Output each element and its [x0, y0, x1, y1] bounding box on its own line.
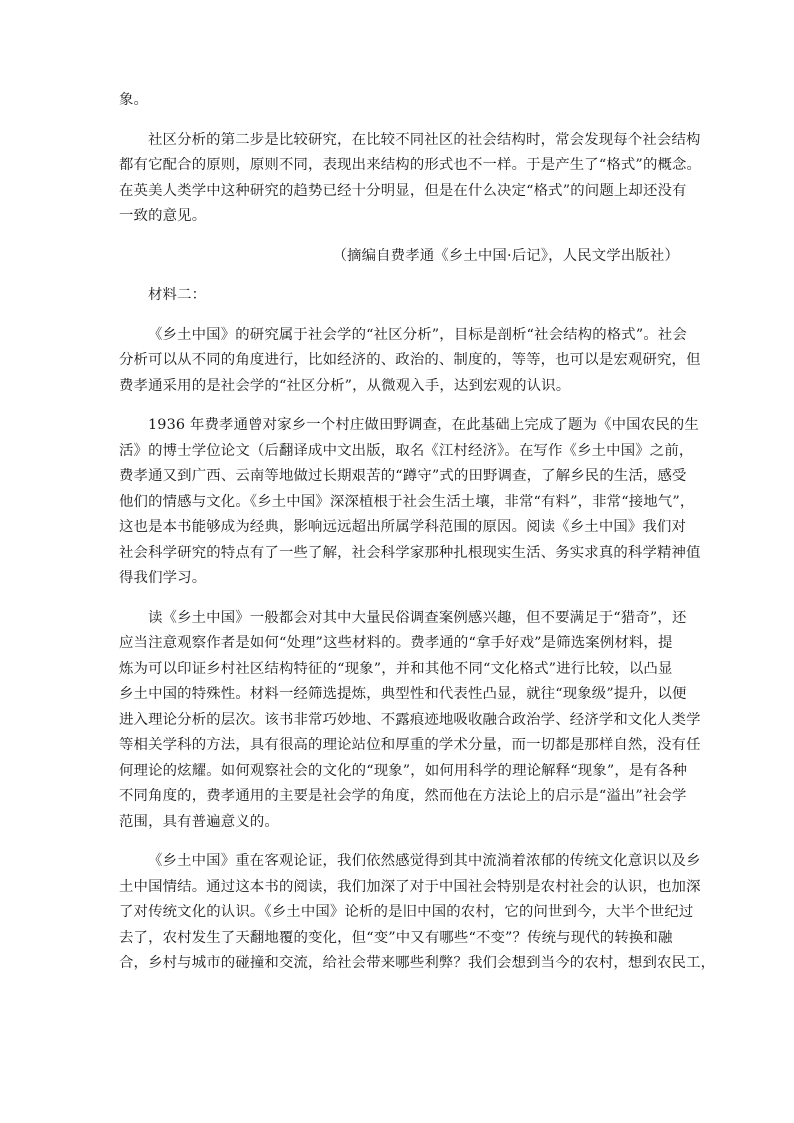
- paragraph-line: 社会科学研究的特点有了一些了解，社会科学家那种扎根现实生活、务实求真的科学精神值: [119, 544, 701, 561]
- paragraph-line: 活》的博士学位论文（后翻译成中文出版，取名《江村经济》。在写作《乡土中国》之前，: [119, 442, 694, 459]
- paragraph-line: 等相关学科的方法，具有很高的理论站位和厚重的学术分量，而一切都是那样自然，没有任: [119, 737, 701, 753]
- paragraph-line: 去了，农村发生了天翻地覆的变化，但“变”中又有哪些“不变”？传统与现代的转换和融: [119, 929, 673, 946]
- paragraph-line: 费孝通采用的是社会学的“社区分析”，从微观入手，达到宏观的认识。: [119, 377, 571, 394]
- paragraph-line: 合，乡村与城市的碰撞和交流，给社会带来哪些利弊？我们会想到当今的农村，想到农民工，: [119, 955, 716, 971]
- paragraph-line: 象。: [119, 92, 149, 108]
- paragraph-line: 得我们学习。: [119, 570, 207, 586]
- paragraph-line: 《乡土中国》的研究属于社会学的“社区分析”，目标是剖析“社会结构的格式”。社会: [148, 326, 687, 343]
- paragraph-line: 应当注意观察作者是如何“处理”这些材料的。费孝通的“拿手好戏”是筛选案例材料，提: [119, 635, 673, 651]
- paragraph-line: 费孝通又到广西、云南等地做过长期艰苦的“蹲守”式的田野调查，了解乡民的生活，感受: [119, 468, 687, 484]
- paragraph-line: 《乡土中国》重在客观论证，我们依然感觉得到其中流淌着浓郁的传统文化意识以及乡: [148, 853, 701, 869]
- paragraph-line: 进入理论分析的层次。该书非常巧妙地、不露痕迹地吸收融合政治学、经济学和文化人类学: [119, 711, 701, 728]
- paragraph-line: 一致的意见。: [119, 208, 207, 224]
- paragraph-line: 乡土中国的特殊性。材料一经筛选提炼，典型性和代表性凸显，就往“现象级”提升，以便: [119, 686, 687, 702]
- paragraph-line: 在英美人类学中这种研究的趋势已经十分明显，但是在什么决定“格式”的问题上却还没有: [119, 182, 687, 199]
- paragraph-line: 范围，具有普遍意义的。: [119, 813, 279, 830]
- paragraph-line: 土中国情结。通过这本书的阅读，我们加深了对于中国社会特别是农村社会的认识，也加深: [119, 878, 701, 895]
- paragraph-line: 他们的情感与文化。《乡土中国》深深植根于社会生活土壤，非常“有料”，非常“接地气”，: [119, 493, 695, 510]
- paragraph-line: 社区分析的第二步是比较研究，在比较不同社区的社会结构时，常会发现每个社会结构: [148, 131, 701, 148]
- paragraph-line: 这也是本书能够成为经典，影响远远超出所属学科范围的原因。阅读《乡土中国》我们对: [119, 519, 687, 535]
- source-citation: （摘编自费孝通《乡土中国·后记》，人民文学出版社）: [332, 247, 679, 264]
- paragraph-line: 不同角度的，费孝通用的主要是社会学的角度，然而他在方法论上的启示是“溢出”社会学: [119, 788, 687, 804]
- document-body: [119, 88, 716, 977]
- paragraph-line: 读《乡土中国》一般都会对其中大量民俗调查案例感兴趣，但不要满足于“猎奇”，还: [148, 609, 687, 626]
- paragraph-line: 都有它配合的原则，原则不同，表现出来结构的形式也不一样。于是产生了“格式”的概念。: [119, 157, 702, 173]
- paragraph-line: 了对传统文化的认识。《乡土中国》论析的是旧中国的农村，它的问世到今，大半个世纪过: [119, 904, 694, 920]
- paragraph-line: 炼为可以印证乡村社区结构特征的“现象”，并和其他不同“文化格式”进行比较，以凸显: [119, 660, 673, 677]
- paragraph-line: 分析可以从不同的角度进行，比如经济的、政治的、制度的，等等，也可以是宏观研究，但: [119, 352, 701, 368]
- section-heading: 材料二：: [148, 287, 207, 303]
- paragraph-line: 1936 年费孝通曾对家乡一个村庄做田野调查，在此基础上完成了题为《中国农民的生: [148, 417, 699, 433]
- paragraph-line: 何理论的炫耀。如何观察社会的文化的“现象”，如何用科学的理论解释“现象”，是有各种: [119, 762, 688, 779]
